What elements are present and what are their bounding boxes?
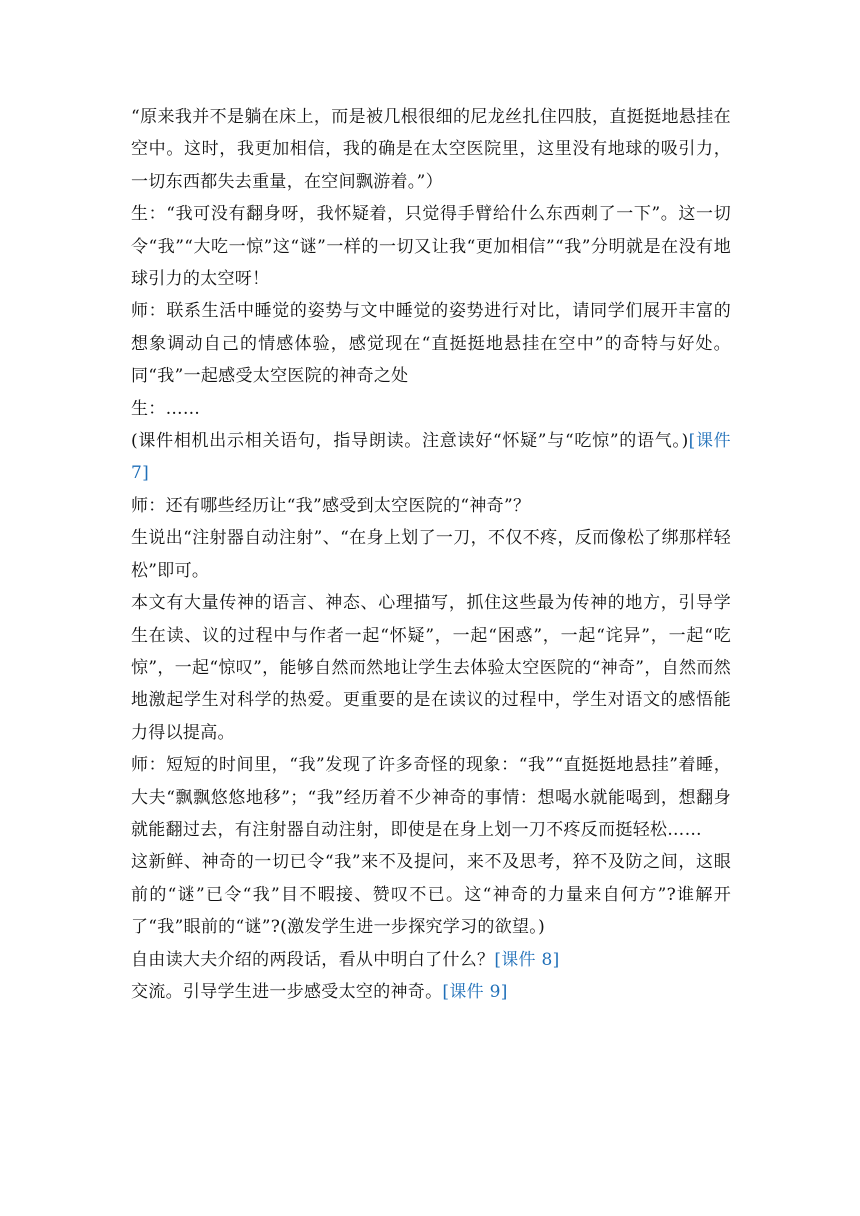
paragraph — [131, 522, 731, 587]
paragraph-text: (课件相机出示相关语句，指导朗读。注意读好“怀疑”与“吃惊”的语气。) — [131, 431, 689, 452]
paragraph — [131, 295, 731, 392]
courseware-link[interactable]: [课件 7] — [131, 431, 731, 484]
paragraph — [131, 490, 731, 522]
paragraph — [131, 976, 731, 1008]
paragraph — [131, 749, 731, 846]
paragraph — [131, 425, 731, 490]
paragraph-text: 自由读大夫介绍的两段话，看从中明白了什么？ — [131, 949, 495, 970]
courseware-link[interactable]: [课件 8] — [494, 949, 560, 970]
paragraph-text: 交流。引导学生进一步感受太空的神奇。 — [131, 981, 443, 1002]
paragraph — [131, 101, 731, 198]
courseware-link[interactable]: [课件 9] — [442, 981, 508, 1002]
paragraph-text: 这新鲜、神奇的一切已令“我”来不及提问，来不及思考，猝不及防之间，这眼前的“谜”已令“我”目不暇接、赞叹不已。这“神奇的力量来自何方”?谁解开了“我”眼前的“谜”?(激发学生进一步探究学习的欲望。) — [131, 852, 731, 938]
paragraph — [131, 198, 731, 295]
paragraph-text: “原来我并不是躺在床上，而是被几根很细的尼龙丝扎住四肢，直挺挺地悬挂在空中。这时，我更加相信，我的确是在太空医院里，这里没有地球的吸引力，一切东西都失去重量，在空间飘游着。”） — [131, 107, 731, 192]
paragraph-text: 师：联系生活中睡觉的姿势与文中睡觉的姿势进行对比，请同学们展开丰富的想象调动自己的情感体验，感觉现在“直挺挺地悬挂在空中”的奇特与好处。同“我”一起感受太空医院的神奇之处 — [131, 301, 731, 387]
paragraph — [131, 587, 731, 749]
paragraph — [131, 944, 731, 976]
paragraph-text: 师：还有哪些经历让“我”感受到太空医院的“神奇”？ — [131, 495, 531, 516]
paragraph — [131, 846, 731, 943]
paragraph-text: 本文有大量传神的语言、神态、心理描写，抓住这些最为传神的地方，引导学生在读、议的过程中与作者一起“怀疑”，一起“困惑”，一起“诧异”，一起“吃惊”，一起“惊叹”，能够自然而然地让学生去体验太空医院的“神奇”，自然而然地激起学生对科学的热爱。更重要的是在读议的过程中，学生对语文的感悟能力得以提高。 — [131, 593, 731, 743]
paragraph-text: 生：“我可没有翻身呀，我怀疑着，只觉得手臂给什么东西刺了一下”。这一切令“我”“大吃一惊”这“谜”一样的一切又让我“更加相信”“我”分明就是在没有地球引力的太空呀！ — [131, 204, 731, 290]
paragraph — [131, 393, 731, 425]
paragraph-text: 生：…… — [131, 398, 201, 419]
document-body — [131, 101, 731, 1008]
paragraph-text: 生说出“注射器自动注射”、“在身上划了一刀，不仅不疼，反而像松了绑那样轻松”即可。 — [131, 528, 731, 581]
paragraph-text: 师：短短的时间里，“我”发现了许多奇怪的现象：“我”“直挺挺地悬挂”着睡，大夫“飘飘悠悠地移”；“我”经历着不少神奇的事情：想喝水就能喝到，想翻身就能翻过去，有注射器自动注射，即使是在身上划一刀不疼反而挺轻松…… — [131, 755, 731, 840]
